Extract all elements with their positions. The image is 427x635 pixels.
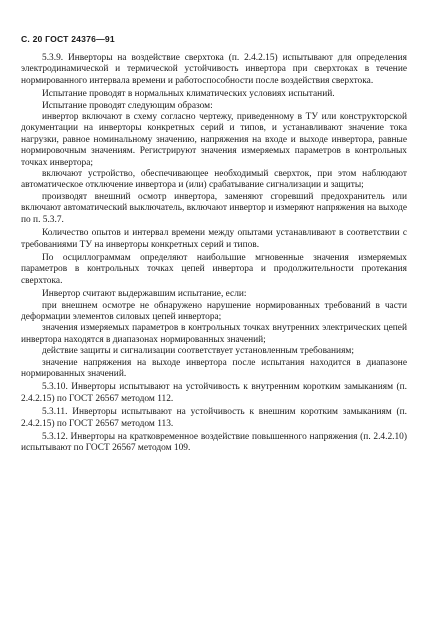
paragraph-connect-inverter: инвертор включают в схему согласно чертежу, приведенному в ТУ или конструкторской документации на инверторы конкретных серий и типов, и устанавливают значение тока нагрузки, равное номинальному значению, напряжения на входе и выходе инвертора, равные нормировочным значениям. Регистрируют значения измеряемых параметров в контрольных точках инвертора; [21, 112, 407, 168]
paragraph-number-of-tests: Количество опытов и интервал времени между опытами устанавливают в соответствии с требованиями ТУ на инверторы конкретных серий и типов. [21, 228, 407, 250]
paragraph-measured-values: значения измеряемых параметров в контрольных точках внутренних электрических цепей инвертора находятся в диапазонах нормированных значений; [21, 323, 407, 345]
paragraph-test-procedure: Испытание проводят следующим образом: [42, 100, 213, 111]
paragraph-oscillograms: По осциллограммам определяют наибольшие мгновенные значения измеряемых параметров в контрольных точках цепей инвертора и продолжительности протекания сверхтока. [21, 252, 407, 286]
paragraph-enable-device: включают устройство, обеспечивающее необходимый сверхток, при этом наблюдают автоматическое отключение инвертора и (или) срабатывание сигнализации и защиты; [21, 169, 407, 191]
page-header: С. 20 ГОСТ 24376—91 [21, 34, 115, 44]
paragraph-inspection: производят внешний осмотр инвертора, заменяют сгоревший предохранитель или включают автоматический выключатель, включают инвертор и измеряют напряжения на выходе по п. 5.3.7. [21, 191, 407, 225]
paragraph-pass-criteria: Инвертор считают выдержавшим испытание, если: [42, 289, 247, 300]
paragraph-external-inspection: при внешнем осмотре не обнаружено нарушение нормированных требований в части деформации элементов силовых цепей инвертора; [21, 300, 407, 322]
paragraph-5-3-9: 5.3.9. Инверторы на воздействие сверхтока (п. 2.4.2.15) испытывают для определения электродинамической и термической устойчивость инвертора при сверхтоках в течение нормированного интервала времени и работоспособности после воздействия сверхтока. [21, 53, 407, 86]
paragraph-protection: действие защиты и сигнализации соответствует установленным требованиям; [42, 346, 354, 357]
paragraph-5-3-11: 5.3.11. Инверторы испытывают на устойчивость к внешним коротким замыканиям (п. 2.4.2.15) по ГОСТ 26567 методом 113. [21, 407, 407, 429]
paragraph-5-3-12: 5.3.12. Инверторы на кратковременное воздействие повышенного напряжения (п. 2.4.2.10) испытывают по ГОСТ 26567 методом 109. [21, 432, 407, 454]
paragraph-5-3-10: 5.3.10. Инверторы испытывают на устойчивость к внутренним коротким замыканиям (п. 2.4.2.15) по ГОСТ 26567 методом 112. [21, 382, 407, 404]
paragraph-output-voltage: значение напряжения на выходе инвертора после испытания находится в диапазоне нормированных значений. [21, 357, 407, 379]
paragraph-test-conditions: Испытание проводят в нормальных климатических условиях испытаний. [42, 89, 335, 100]
